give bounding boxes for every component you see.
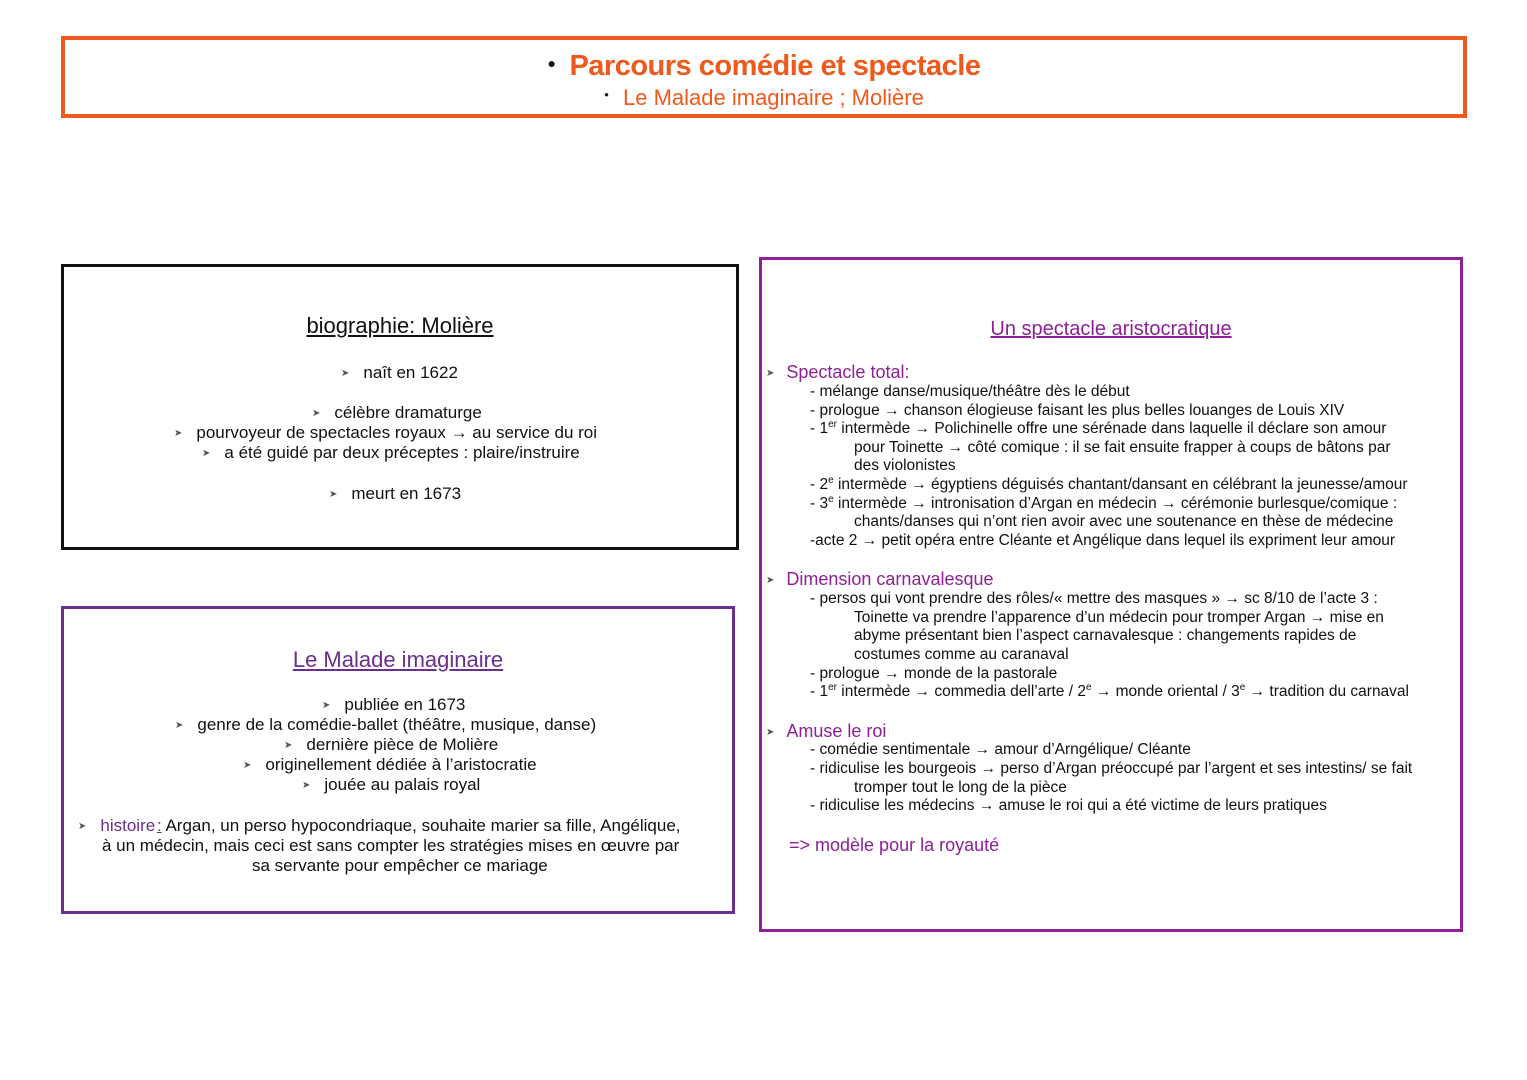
dot-bullet-icon: ● [604,89,609,99]
section-title-amuse-le-roi: ➤ Amuse le roi [766,721,887,741]
biography-item: ➤ naît en 1622 [341,363,458,382]
malade-item: ➤ publiée en 1673 [322,695,466,714]
page-title-line [65,50,1463,83]
arrowhead-bullet-icon: ➤ [202,448,211,459]
section-line: des violonistes [854,457,956,474]
section-line: - prologue → chanson élogieuse faisant les plus belles louanges de Louis XIV [810,402,1345,419]
story-label: histoire [100,816,156,835]
section-line: - 2e intermède → égyptiens déguisés chantant/dansant en célébrant la jeunesse/amour [810,474,1408,493]
section-line: tromper tout le long de la pièce [854,779,1067,796]
arrowhead-bullet-icon: ➤ [312,408,321,419]
section-line: - persos qui vont prendre des rôles/« mettre des masques » → sc 8/10 de l’acte 3 : [810,590,1378,607]
arrowhead-bullet-icon: ➤ [322,700,331,711]
arrowhead-bullet-icon: ➤ [766,727,775,738]
section-line: Toinette va prendre l’apparence d’un médecin pour tromper Argan → mise en [854,609,1384,626]
arrowhead-bullet-icon: ➤ [766,368,775,379]
page-subtitle: Le Malade imaginaire ; Molière [623,85,924,110]
arrowhead-bullet-icon: ➤ [174,428,183,439]
malade-item: ➤ dernière pièce de Molière [284,735,499,754]
arrowhead-bullet-icon: ➤ [175,720,184,731]
section-line: - prologue → monde de la pastorale [810,665,1058,682]
biography-item: ➤ meurt en 1673 [329,484,462,503]
malade-card [61,606,735,914]
header-box [61,36,1467,118]
malade-story-line2: à un médecin, mais ceci est sans compter les stratégies mises en œuvre par [102,836,680,855]
malade-item: ➤ genre de la comédie-ballet (théâtre, musique, danse) [175,715,597,734]
malade-item: ➤ originellement dédiée à l’aristocratie [243,755,537,774]
section-title-carnavalesque: ➤ Dimension carnavalesque [766,569,994,589]
biography-card [61,264,739,550]
section-line: - ridiculise les médecins → amuse le roi qui a été victime de leurs pratiques [810,797,1327,814]
malade-story-line1: ➤ histoire : Argan, un perso hypocondriaque, souhaite marier sa fille, Angélique, [78,816,681,835]
malade-item: ➤ jouée au palais royal [302,775,481,794]
arrowhead-bullet-icon: ➤ [302,780,311,791]
page-subtitle-line [65,85,1463,111]
biography-heading: biographie: Molière [306,313,494,338]
section-line: - 1er intermède → Polichinelle offre une sérénade dans laquelle il déclare son amour [810,418,1387,437]
section-title-spectacle-total: ➤ Spectacle total: [766,362,910,382]
biography-item: ➤ célèbre dramaturge [312,403,482,422]
spectacle-heading: Un spectacle aristocratique [990,318,1232,340]
section-line: -acte 2 → petit opéra entre Cléante et Angélique dans lequel ils expriment leur amour [810,532,1396,549]
arrowhead-bullet-icon: ➤ [766,575,775,586]
biography-item: ➤ pourvoyeur de spectacles royaux → au service du roi [174,423,598,442]
arrowhead-bullet-icon: ➤ [243,760,252,771]
malade-story-line3: sa servante pour empêcher ce mariage [252,856,548,875]
page-title: Parcours comédie et spectacle [569,50,981,82]
section-line: costumes comme au caranaval [854,646,1069,663]
arrowhead-bullet-icon: ➤ [284,740,293,751]
malade-heading: Le Malade imaginaire [292,647,504,672]
section-line: chants/danses qui n’ont rien avoir avec une soutenance en thèse de médecine [854,513,1394,530]
biography-item: ➤ a été guidé par deux préceptes : plaire/instruire [202,443,580,462]
section-line: - 3e intermède → intronisation d’Argan en médecin → cérémonie burlesque/comique : [810,493,1398,512]
section-line: pour Toinette → côté comique : il se fait ensuite frapper à coups de bâtons par [854,439,1391,456]
arrowhead-bullet-icon: ➤ [78,821,87,832]
section-line: abyme présentant bien l’aspect carnavalesque : changements rapides de [854,627,1357,644]
section-line: - mélange danse/musique/théâtre dès le début [810,383,1130,400]
section-line: - comédie sentimentale → amour d’Arngélique/ Cléante [810,741,1191,758]
dot-bullet-icon: ● [547,55,556,72]
arrowhead-bullet-icon: ➤ [329,489,338,500]
spectacle-card [759,257,1463,932]
section-line: - 1er intermède → commedia dell’arte / $2^e$ → monde oriental / $3^e$ → tradition du carnaval [810,681,1409,700]
arrowhead-bullet-icon: ➤ [341,368,350,379]
conclusion: => modèle pour la royauté [789,835,1000,855]
section-line: - ridiculise les bourgeois → perso d’Argan préoccupé par l’argent et ses intestins/ se fait [810,760,1413,777]
